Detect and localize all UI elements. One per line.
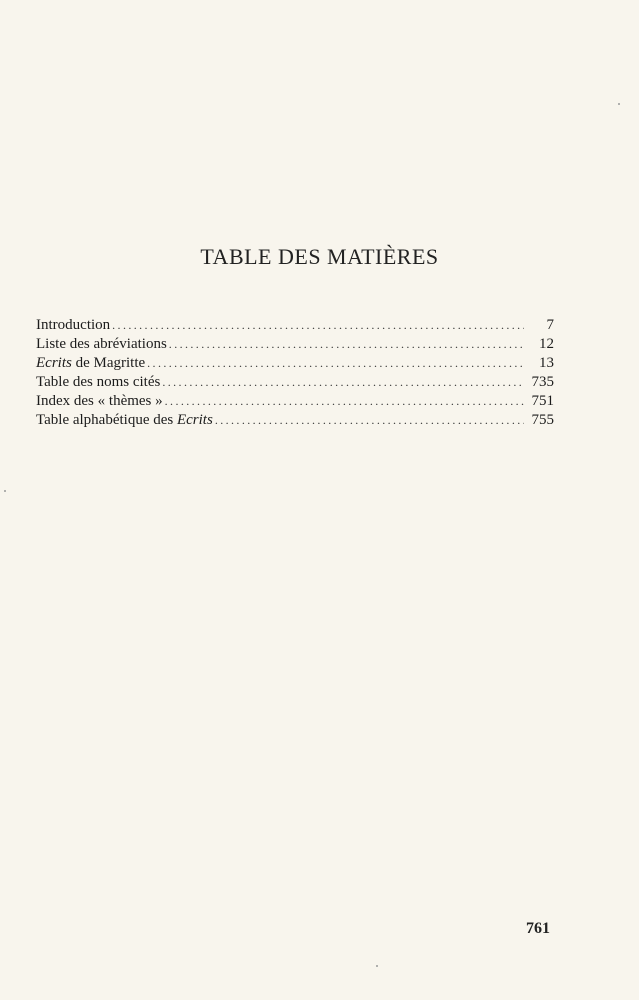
toc-entry-label: Table alphabétique des Ecrits [36,412,213,428]
toc-entry-label: Index des « thèmes » [36,393,163,409]
toc-entry-page: 7 [546,317,554,333]
toc-entry-page: 751 [531,393,554,409]
toc-entry-names-index [36,373,554,392]
dot-leader [162,373,524,392]
toc-entry-page: 13 [539,355,554,371]
paper-speck [4,490,6,492]
toc-entry-label: Introduction [36,317,111,333]
paper-speck [376,965,378,967]
page-number: 761 [526,920,550,937]
dot-leader [147,354,524,373]
toc-entry-page: 755 [531,412,554,428]
toc-entry-themes-index [36,392,554,411]
dot-leader [215,411,524,430]
toc-entry-page: 12 [539,336,554,352]
paper-speck [618,103,620,105]
toc-entry-label: Ecrits de Magritte [36,355,146,371]
toc-entry-page: 735 [531,374,554,390]
toc-entry-introduction [36,316,554,335]
page-title: TABLE DES MATIÈRES [200,244,439,269]
toc-entry-alphabetical-table [36,411,554,430]
dot-leader [165,392,524,411]
toc-entry-ecrits [36,354,554,373]
dot-leader [112,316,524,335]
table-of-contents [36,316,554,430]
toc-entry-abbreviations [36,335,554,354]
toc-entry-label: Table des noms cités [36,374,161,390]
toc-entry-label: Liste des abréviations [36,336,167,352]
dot-leader [169,335,524,354]
